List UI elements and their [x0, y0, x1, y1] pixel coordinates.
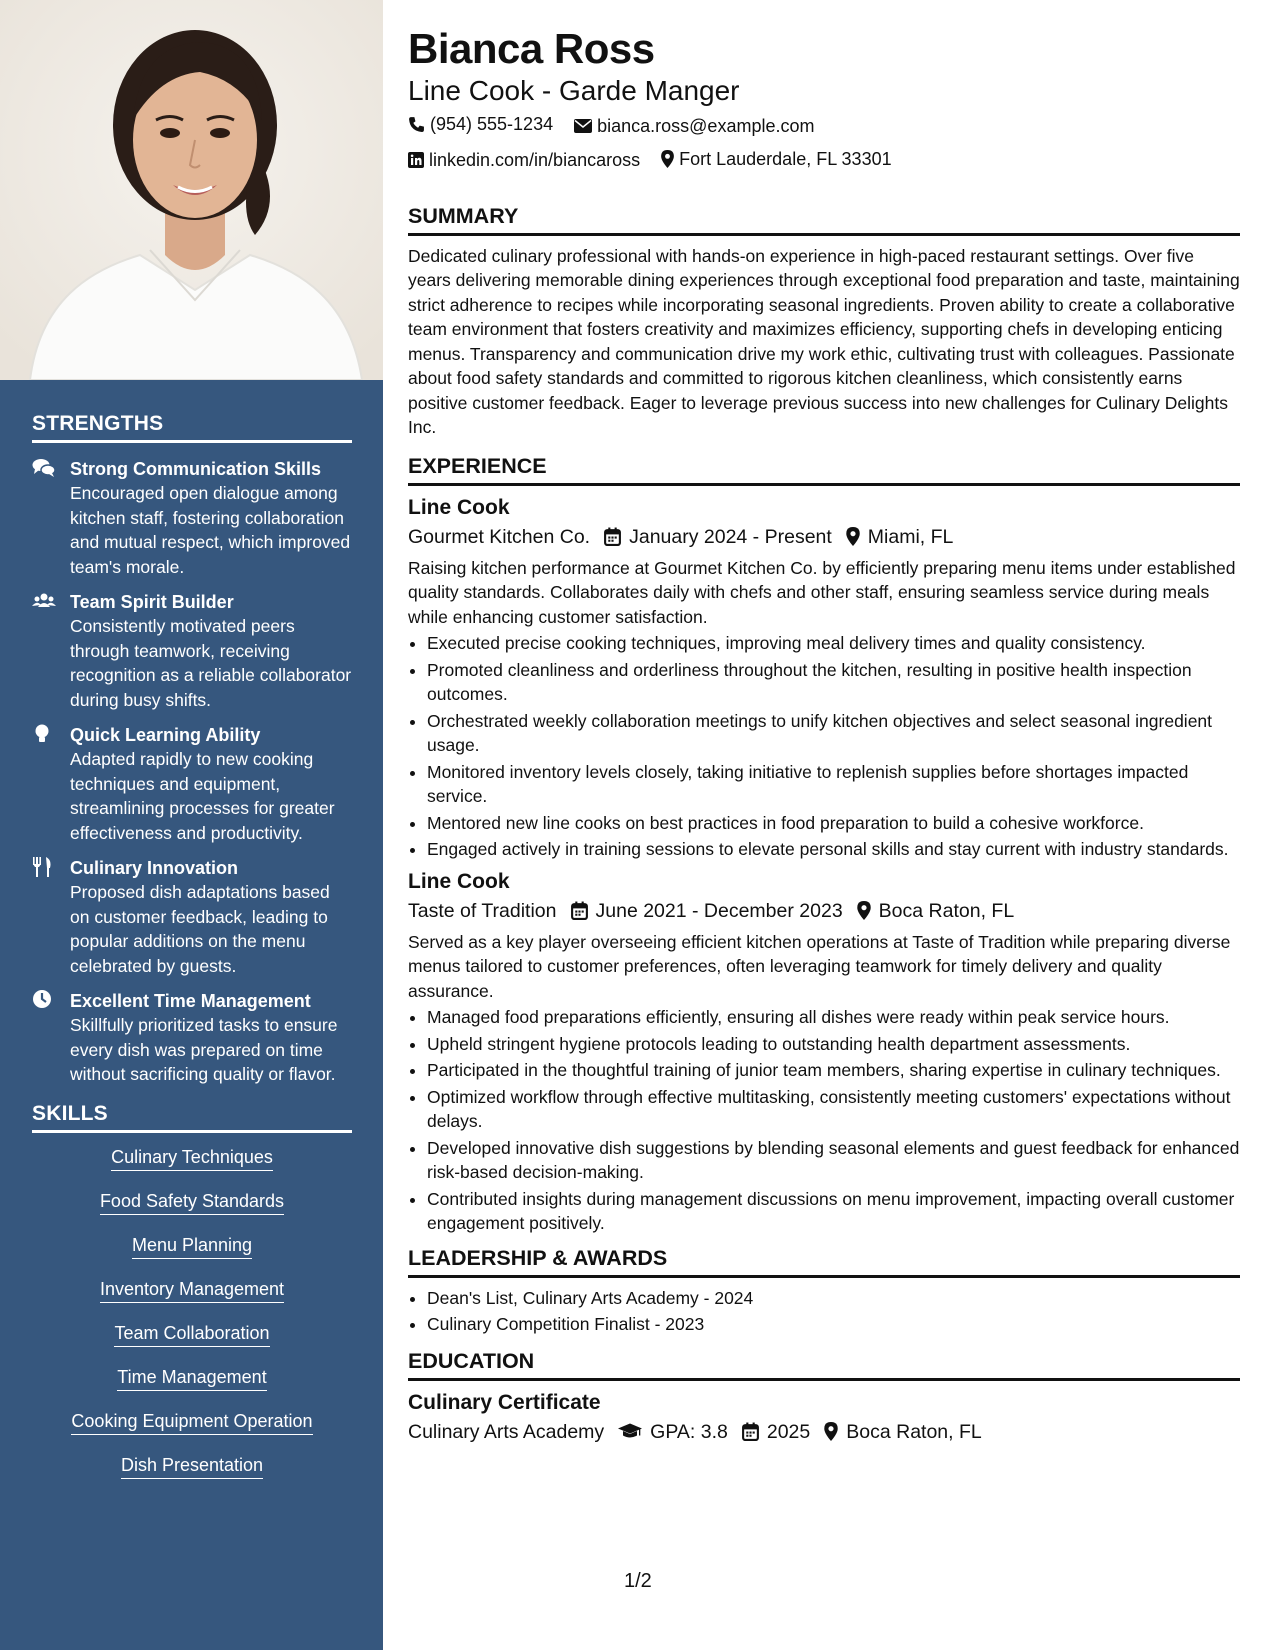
award-item: • Culinary Competition Finalist - 2023 — [427, 1312, 1240, 1337]
page-number: 1/2 — [624, 1570, 652, 1592]
job-dates-item — [571, 896, 843, 926]
utensils-icon — [32, 856, 56, 878]
map-pin-icon — [824, 1422, 838, 1441]
skill-label: Team Collaboration — [114, 1321, 269, 1347]
strength-title: Culinary Innovation — [70, 858, 239, 878]
job-bullet: • Mentored new line cooks on best practices in food preparation to build a cohesive workforce. — [427, 811, 1240, 836]
job-meta — [408, 522, 1240, 552]
education-heading: EDUCATION — [408, 1347, 1240, 1381]
job-bullet: • Contributed insights during management discussions on menu improvement, impacting overall customer engagement positively. — [427, 1187, 1240, 1236]
experience-heading: EXPERIENCE — [408, 452, 1240, 486]
job-bullet: • Orchestrated weekly collaboration meetings to unify kitchen objectives and select seasonal ingredient usage. — [427, 709, 1240, 758]
skill-item — [32, 1233, 352, 1259]
calendar-icon — [604, 527, 621, 546]
map-pin-icon — [846, 527, 860, 546]
job-bullet: • Monitored inventory levels closely, taking initiative to replenish supplies before shortages impacted service. — [427, 760, 1240, 809]
strength-desc: Adapted rapidly to new cooking techniques and equipment, streamlining processes for greater effectiveness and productivity. — [70, 749, 335, 843]
education-location: Boca Raton, FL — [846, 1420, 982, 1443]
strength-title: Strong Communication Skills — [70, 459, 322, 479]
job-bullet: • Developed innovative dish suggestions by blending seasonal elements and guest feedback for enhanced risk-based decision-making. — [427, 1136, 1240, 1185]
calendar-icon — [742, 1422, 759, 1441]
job-company: Gourmet Kitchen Co. — [408, 525, 591, 548]
education-year-item — [742, 1417, 810, 1447]
job-dates: January 2024 - Present — [629, 525, 832, 548]
skill-label: Food Safety Standards — [100, 1189, 284, 1215]
strengths-heading: STRENGTHS — [32, 412, 352, 443]
job-entry — [408, 494, 1240, 862]
graduation-cap-icon — [618, 1423, 642, 1440]
contact-line-2 — [408, 143, 1240, 178]
job-location-item — [846, 522, 954, 552]
calendar-icon — [571, 901, 588, 920]
email-text: bianca.ross@example.com — [597, 115, 815, 136]
job-location: Boca Raton, FL — [878, 899, 1015, 922]
job-bullet: • Engaged actively in training sessions to elevate personal skills and stay current with industry standards. — [427, 837, 1240, 862]
linkedin-text: linkedin.com/in/biancaross — [429, 149, 641, 170]
email-item[interactable] — [574, 110, 814, 142]
job-bullets — [408, 1005, 1240, 1236]
linkedin-item[interactable] — [408, 144, 640, 176]
sidebar — [0, 0, 383, 1650]
main-content — [408, 22, 1240, 1447]
job-description: Raising kitchen performance at Gourmet Kitchen Co. by efficiently preparing menu items under established quality standards. Collaborates daily with chefs and other staff, ensuring seamless service during meals while enhancing customer satisfaction. — [408, 557, 1236, 627]
job-dates-item — [604, 522, 832, 552]
skill-label: Menu Planning — [132, 1233, 252, 1259]
education-meta — [408, 1417, 1240, 1447]
skill-item — [32, 1321, 352, 1347]
profile-photo — [0, 0, 383, 380]
skills-heading: SKILLS — [32, 1102, 352, 1133]
skill-item — [32, 1189, 352, 1215]
job-title: Line Cook — [408, 495, 510, 519]
gpa-text: GPA: 3.8 — [650, 1420, 728, 1443]
clock-icon — [32, 989, 56, 1011]
phone-text: (954) 555-1234 — [430, 114, 554, 134]
strength-desc: Proposed dish adaptations based on customer feedback, leading to popular additions on the menu celebrated by guests. — [70, 882, 330, 976]
job-bullet: • Promoted cleanliness and orderliness throughout the kitchen, resulting in positive health inspection outcomes. — [427, 658, 1240, 707]
awards-heading: LEADERSHIP & AWARDS — [408, 1244, 1240, 1278]
location-text: Fort Lauderdale, FL 33301 — [679, 148, 892, 169]
comments-icon — [32, 457, 56, 479]
strength-desc: Encouraged open dialogue among kitchen staff, fostering collaboration and mutual respect, which improved team's morale. — [70, 483, 351, 577]
job-bullet: • Optimized workflow through effective multitasking, consistently meeting customers' expectations without delays. — [427, 1085, 1240, 1134]
gpa-item — [618, 1417, 728, 1447]
strength-item — [32, 989, 352, 1087]
job-bullets — [408, 631, 1240, 862]
job-location-item — [857, 896, 1015, 926]
degree-title: Culinary Certificate — [408, 1390, 601, 1414]
summary-text: Dedicated culinary professional with hands-on experience in high-paced restaurant settings. Over five years delivering memorable dining experiences through exceptional food preparation and taste, maintaining strict adherence to recipes while incorporating seasonal ingredients. Proven ability to create a collaborative team environment that fosters creativity and maximizes efficiency, supporting chefs in developing enticing menus. Transparency and communication drive my work ethic, cultivating trust with colleagues. Passionate about food safety standards and committed to rigorous kitchen cleanliness, which consistently earns positive customer feedback. Eager to leverage previous success into new challenges for Culinary Delights Inc. — [408, 245, 1240, 437]
job-entry — [408, 868, 1240, 1236]
skill-label: Cooking Equipment Operation — [71, 1409, 312, 1435]
phone-icon — [408, 116, 425, 133]
skill-item — [32, 1277, 352, 1303]
job-bullet: • Upheld stringent hygiene protocols leading to outstanding health department assessments. — [427, 1032, 1240, 1057]
strength-desc: Skillfully prioritized tasks to ensure every dish was prepared on time without sacrificing quality or flavor. — [70, 1015, 338, 1084]
strength-desc: Consistently motivated peers through teamwork, receiving recognition as a reliable collaborator during busy shifts. — [70, 616, 352, 710]
job-bullet: • Executed precise cooking techniques, improving meal delivery times and quality consistency. — [427, 631, 1240, 656]
skill-label: Inventory Management — [100, 1277, 284, 1303]
job-company: Taste of Tradition — [408, 899, 557, 922]
education-year: 2025 — [766, 1420, 811, 1443]
phone-item[interactable] — [408, 108, 553, 140]
lightbulb-icon — [32, 723, 56, 745]
users-icon — [32, 590, 56, 612]
sidebar-content — [32, 412, 352, 1497]
contact-line-1 — [408, 108, 1240, 143]
awards-list — [408, 1286, 1240, 1337]
map-pin-icon — [661, 150, 674, 168]
award-item: • Dean's List, Culinary Arts Academy - 2024 — [427, 1286, 1240, 1311]
skill-item — [32, 1365, 352, 1391]
strength-item — [32, 590, 352, 712]
strength-title: Team Spirit Builder — [70, 592, 234, 612]
skill-label: Dish Presentation — [121, 1453, 263, 1479]
job-meta — [408, 896, 1240, 926]
linkedin-icon — [408, 152, 424, 168]
job-description: Served as a key player overseeing efficient kitchen operations at Taste of Tradition while preparing diverse menus tailored to customer preferences, often leveraging teamwork for timely delivery and quality assurance. — [408, 931, 1231, 1001]
strength-item — [32, 457, 352, 579]
candidate-name: Bianca Ross — [408, 25, 655, 72]
job-bullet: • Managed food preparations efficiently, ensuring all dishes were ready within peak service hours. — [427, 1005, 1240, 1030]
skill-item — [32, 1453, 352, 1479]
skill-item — [32, 1145, 352, 1171]
school-name: Culinary Arts Academy — [408, 1420, 605, 1443]
location-item — [661, 143, 891, 175]
skill-label: Culinary Techniques — [111, 1145, 273, 1171]
education-location-item — [824, 1417, 982, 1447]
skill-label: Time Management — [117, 1365, 266, 1391]
summary-heading: SUMMARY — [408, 202, 1240, 236]
job-title: Line Cook — [408, 869, 510, 893]
strength-title: Quick Learning Ability — [70, 725, 261, 745]
job-location: Miami, FL — [867, 525, 954, 548]
job-bullet: • Participated in the thoughtful training of junior team members, sharing expertise in culinary techniques. — [427, 1058, 1240, 1083]
candidate-title: Line Cook - Garde Manger — [408, 75, 740, 106]
skill-item — [32, 1409, 352, 1435]
strength-item — [32, 723, 352, 845]
strength-title: Excellent Time Management — [70, 991, 311, 1011]
strength-item — [32, 856, 352, 978]
map-pin-icon — [857, 901, 871, 920]
envelope-icon — [574, 119, 592, 133]
job-dates: June 2021 - December 2023 — [595, 899, 843, 922]
